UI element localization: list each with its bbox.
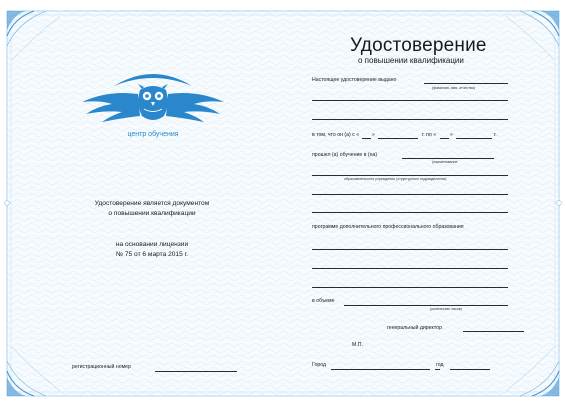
end-day-field[interactable] bbox=[440, 138, 449, 139]
director-signature-field[interactable] bbox=[463, 331, 524, 332]
city-label: Город bbox=[312, 362, 327, 368]
program-field-3[interactable] bbox=[312, 287, 508, 288]
period-text-5: г. bbox=[494, 132, 497, 138]
institution-field[interactable] bbox=[402, 158, 494, 159]
hours-hint: (количество часов) bbox=[430, 307, 462, 311]
volume-label: в объеме bbox=[312, 298, 335, 304]
year-label: год bbox=[436, 362, 444, 368]
license-line-2: № 75 от 6 марта 2015 г. bbox=[115, 251, 189, 258]
period-text-2: » bbox=[372, 132, 375, 138]
certificate-subtitle: о повышении квалификации bbox=[358, 56, 464, 65]
reg-number-label: регистрационный номер bbox=[72, 364, 131, 370]
period-text-1: в том, что он (а) с « bbox=[312, 132, 360, 138]
institution-field-3[interactable] bbox=[312, 194, 508, 195]
license-line-1: на основании лицензии bbox=[115, 241, 189, 248]
statement-line-2: о повышении квалификации bbox=[108, 210, 196, 217]
director-label: генеральный директор bbox=[387, 325, 442, 331]
start-month-field[interactable] bbox=[378, 138, 418, 139]
hours-field[interactable] bbox=[344, 305, 508, 306]
institution-field-2[interactable] bbox=[312, 175, 508, 176]
recipient-name-field-3[interactable] bbox=[312, 119, 508, 120]
year-prefix-field[interactable] bbox=[435, 369, 440, 370]
owl-logo-icon bbox=[78, 64, 228, 130]
period-text-4: » bbox=[450, 132, 453, 138]
city-field[interactable] bbox=[331, 369, 430, 370]
institution-name-hint: (наименование bbox=[432, 160, 458, 164]
recipient-name-field[interactable] bbox=[424, 83, 508, 84]
training-label: прошел (а) обучение в (на) bbox=[312, 152, 378, 158]
institution-field-4[interactable] bbox=[312, 212, 508, 213]
reg-number-field[interactable] bbox=[155, 371, 237, 372]
logo-caption: центр обучения bbox=[127, 131, 179, 138]
start-day-field[interactable] bbox=[362, 138, 371, 139]
end-month-field[interactable] bbox=[456, 138, 492, 139]
year-field[interactable] bbox=[450, 369, 490, 370]
institution-type-hint: образовательного учреждения (структурного подразделения) bbox=[344, 177, 447, 181]
stamp-label: М.П. bbox=[352, 342, 363, 348]
fio-hint: (фамилия, имя, отчество) bbox=[432, 86, 476, 90]
program-field-2[interactable] bbox=[312, 268, 508, 269]
issued-to-label: Настоящее удостоверение выдано bbox=[312, 77, 397, 83]
program-field-1[interactable] bbox=[312, 249, 508, 250]
program-label: программе дополнительного профессионального образования bbox=[312, 224, 464, 230]
certificate-title: Удостоверение bbox=[350, 35, 487, 56]
recipient-name-field-2[interactable] bbox=[312, 100, 508, 101]
period-text-3: г. по « bbox=[422, 132, 437, 138]
statement-line-1: Удостоверение является документом bbox=[94, 200, 210, 207]
